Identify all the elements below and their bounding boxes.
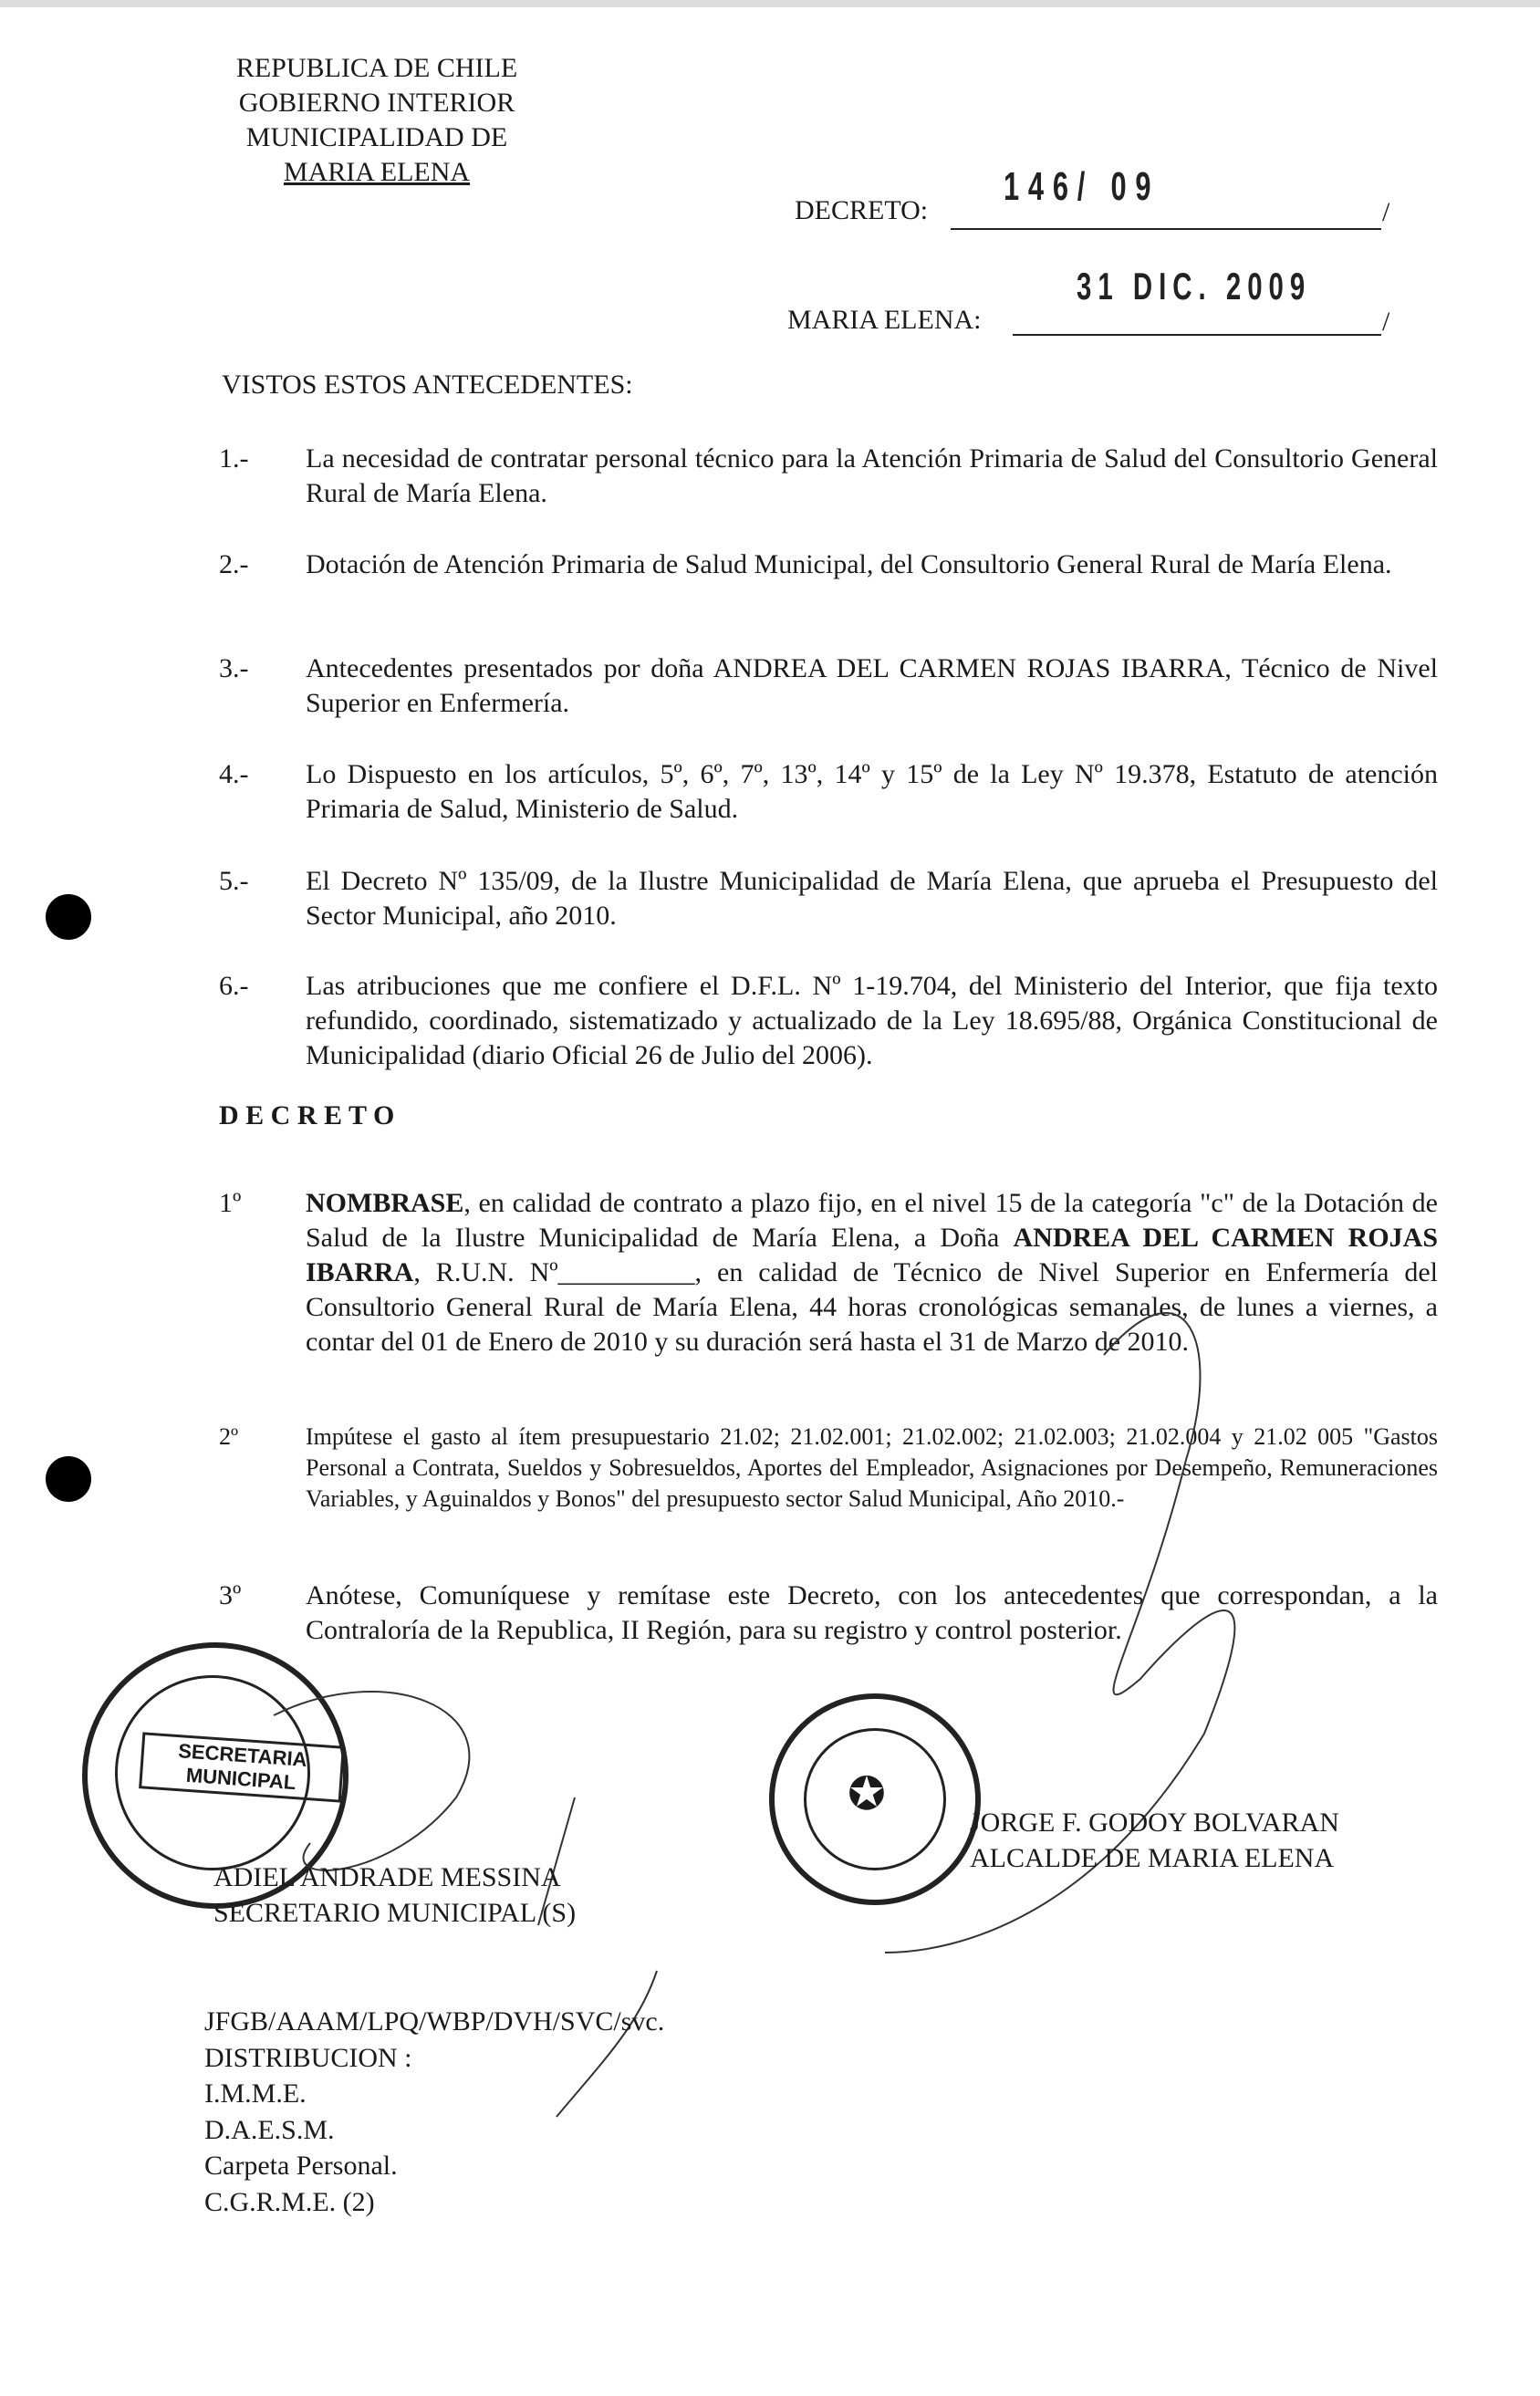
- item-text: Antecedentes presentados por doña ANDREA DEL CARMEN ROJAS IBARRA, Técnico de Nivel Superior en Enfermería.: [306, 653, 1438, 718]
- punch-hole: [46, 894, 91, 940]
- punch-hole: [46, 1456, 91, 1502]
- footer: [204, 2004, 664, 2220]
- distribution-title: DISTRIBUCION :: [204, 2042, 412, 2073]
- item-text: Las atribuciones que me confiere el D.F.L. Nº 1-19.704, del Ministerio del Interior, que fija texto refundido, coordinado, sistematizado y actualizado de la Ley 18.695/88, Orgánica Constitucional de Municipalidad (diario Oficial 26 de Julio del 2006).: [306, 971, 1438, 1070]
- article-number: 1º: [219, 1188, 242, 1218]
- item-number: 6.-: [219, 971, 249, 1001]
- letterhead-line: MARIA ELENA: [283, 157, 471, 187]
- item-number: 3.-: [219, 653, 249, 683]
- article-text: , R.U.N. Nº__________, en calidad de Técnico de Nivel Superior en Enfermería del Consultorio General Rural de María Elena, 44 horas cronológicas semanales, de lunes a viernes, a contar del 01 de Enero de 2010 y su duración será hasta el 31 de Marzo de 2010.: [306, 1257, 1438, 1357]
- item-number: 5.-: [219, 866, 249, 896]
- letterhead-line: REPUBLICA DE CHILE: [235, 53, 518, 83]
- coat-of-arms-icon: ✪: [848, 1768, 886, 1819]
- distribution-item: I.M.M.E.: [204, 2078, 307, 2109]
- vistos-title: VISTOS ESTOS ANTECEDENTES:: [222, 370, 633, 400]
- scan-edge: [0, 0, 1540, 7]
- article-text: Anótese, Comuníquese y remítase este Decreto, con los antecedentes que correspondan, a la Contraloría de la Republica, II Región, para su registro y control posterior.: [306, 1580, 1438, 1645]
- letterhead-line: MUNICIPALIDAD DE: [245, 122, 508, 152]
- distribution-item: D.A.E.S.M.: [204, 2114, 335, 2145]
- item-number: 2.-: [219, 549, 249, 579]
- item-text: El Decreto Nº 135/09, de la Ilustre Municipalidad de María Elena, que aprueba el Presupuesto del Sector Municipal, año 2010.: [306, 866, 1438, 931]
- item-number: 1.-: [219, 443, 249, 474]
- item-text: Dotación de Atención Primaria de Salud Municipal, del Consultorio General Rural de María Elena.: [306, 549, 1392, 579]
- decree-slash: /: [1382, 197, 1390, 227]
- decreto-title: D E C R E T O: [219, 1100, 395, 1130]
- letterhead-line: GOBIERNO INTERIOR: [238, 88, 515, 118]
- article-number: 3º: [219, 1580, 242, 1610]
- article-text: , en calidad de contrato a plazo fijo, en el nivel 15 de la categoría "c" de la Dotación de Salud de la Ilustre Municipalidad de María Elena, a Doña: [306, 1188, 1438, 1253]
- item-text: La necesidad de contratar personal técnico para la Atención Primaria de Salud del Consultorio General Rural de María Elena.: [306, 443, 1438, 508]
- article-text: Impútese el gasto al ítem presupuestario 21.02; 21.02.001; 21.02.002; 21.02.003; 21.02.004 y 21.02 005 "Gastos Personal a Contrata, Sueldos y Sobresueldos, Aportes del Empleador, Asignaciones por Desempeño, Remuneraciones Variables, y Aguinaldos y Bonos" del presupuesto sector Salud Municipal, Año 2010.-: [306, 1423, 1438, 1512]
- place-label: MARIA ELENA:: [787, 305, 982, 335]
- mayor-title: ALCALDE DE MARIA ELENA: [970, 1843, 1335, 1873]
- item-text: Lo Dispuesto en los artículos, 5º, 6º, 7º, 13º, 14º y 15º de la Ley Nº 19.378, Estatuto de atención Primaria de Salud, Ministerio de Salud.: [306, 759, 1438, 824]
- seal-inner-text: SECRETARIA MUNICIPAL: [139, 1732, 345, 1802]
- decree-number-stamp: 146/ 09: [1004, 164, 1160, 209]
- secretary-name: ADIEL ANDRADE MESSINA: [213, 1862, 561, 1892]
- date-stamp: 31 DIC. 2009: [1077, 265, 1312, 307]
- distribution-item: C.G.R.M.E. (2): [204, 2186, 375, 2217]
- decree-label: DECRETO:: [795, 195, 929, 225]
- article-number: 2º: [219, 1423, 239, 1450]
- distribution-item: Carpeta Personal.: [204, 2151, 398, 2181]
- mayor-signature-block: [970, 1805, 1339, 1876]
- article-bold: ANDREA DEL CARMEN ROJAS IBARRA: [306, 1223, 1439, 1287]
- secretary-signature-block: [213, 1860, 576, 1931]
- article-bold: NOMBRASE: [306, 1188, 464, 1218]
- item-number: 4.-: [219, 759, 249, 789]
- initials: JFGB/AAAM/LPQ/WBP/DVH/SVC/svc.: [204, 2006, 665, 2037]
- place-slash: /: [1382, 307, 1390, 337]
- secretary-title: SECRETARIO MUNICIPAL (S): [213, 1898, 577, 1928]
- mayor-name: JORGE F. GODOY BOLVARAN: [970, 1807, 1339, 1838]
